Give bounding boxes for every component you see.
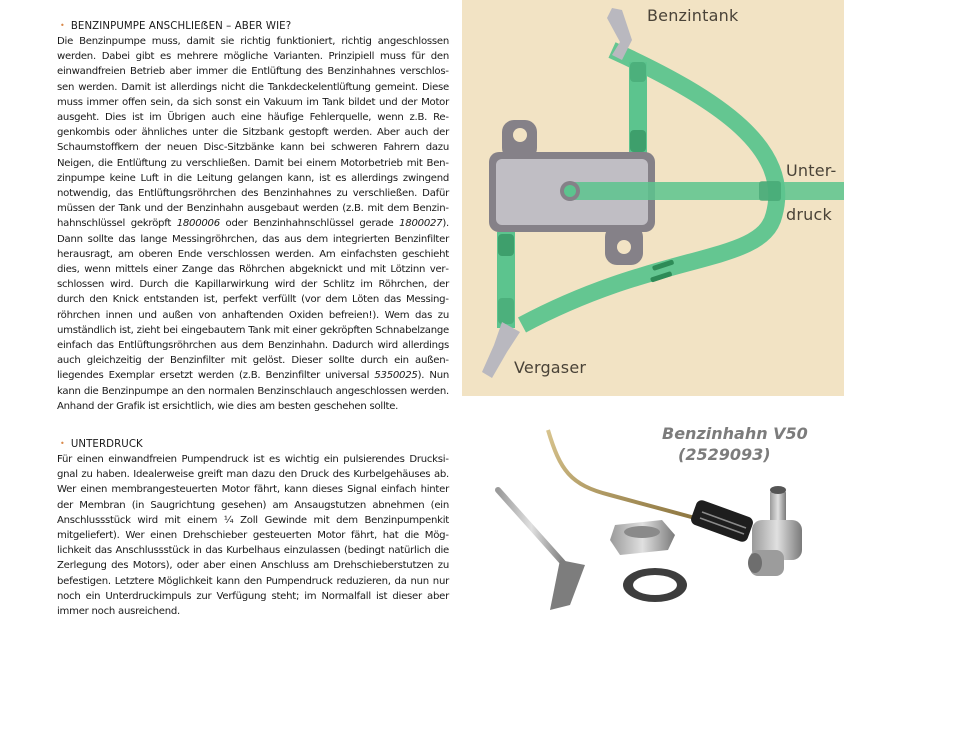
tap-key-shaft — [498, 490, 565, 565]
tap-body — [748, 486, 802, 576]
label-vacuum-line2: druck — [786, 205, 832, 224]
section-fuel-pump-connection — [57, 20, 449, 414]
vacuum-hose — [570, 182, 844, 200]
photo-caption-title: Benzinhahn V50 — [662, 424, 808, 443]
part-number: 1800006 — [176, 218, 220, 230]
diagram-graphic — [462, 0, 844, 396]
fuel-tap-illustration — [470, 410, 850, 630]
hose-clamp — [630, 130, 646, 152]
bullet-icon: • — [60, 439, 65, 448]
section-body — [57, 34, 449, 414]
section-heading — [60, 20, 449, 34]
brass-tube — [548, 430, 695, 518]
body-text: oder Benzinhahnschlüssel gerade — [219, 218, 400, 230]
fuel-pump-diagram — [462, 0, 844, 396]
body-text: ). Nun kann die Benzinpumpe an den normalen Benzinschlauch angeschlossen werden. Anhand der Grafik ist ersichtlich, wie dies am besten geschehen sollte. — [57, 370, 449, 412]
photo-caption-part-number: (2529093) — [678, 445, 771, 464]
tap-key-handle — [550, 560, 585, 610]
hose-clamp — [630, 62, 646, 82]
label-vacuum-line1: Unter- — [786, 161, 837, 180]
section-vacuum — [57, 438, 449, 619]
heading-text: BENZINPUMPE ANSCHLIEẞEN – ABER WIE? — [70, 21, 292, 32]
part-number: 5350025 — [374, 370, 418, 382]
heading-text: UNTERDRUCK — [70, 439, 143, 450]
bullet-icon: • — [60, 21, 65, 30]
part-number: 1800027 — [399, 218, 443, 230]
section-body: Für einen einwandfreien Pumpendruck ist es wichtig ein pulsierendes Drucksignal zu haben. Idealerweise greift man dazu den Druck des Kurbelgehäuses ab. Wer einen membrangesteuerten Motor fährt, kann dieses Signal einfach hinter der Membran (in Saugrichtung gesehen) am Ansaugstutzen abnehmen (ein Anschlussstück wird mit einem ¼ Zoll Gewinde mit dem Benzinpumpenkit mitgeliefert). Wer einen Drehschieber gesteuerten Motor fährt, hat die Möglichkeit das Anschlussstück in das Kurbelhaus einzulassen (bedingt natürlich die Zerlegung des Motors), oder aber einen Anschluss am Drehschieberstutzen zu befestigen. Letztere Möglichkeit kann den Pumpendruck reduzieren, da nun nur noch ein Unterdruckimpuls zur Verfügung steht; im Normalfall ist dieser aber immer noch ausreichend. — [57, 454, 449, 618]
label-carburetor: Vergaser — [514, 358, 587, 377]
fuel-filter — [689, 499, 754, 544]
fuel-tap-photo — [470, 410, 850, 630]
hose-junction — [759, 181, 781, 201]
label-tank: Benzintank — [647, 6, 739, 25]
body-text: ). Dann sollte das lange Messingröhrchen, das aus dem integrierten Benzinfilter herausragt, am oberen Ende verschlossen werden. Am einfachsten geschieht dies, wenn mittels einer Zange das Röhrchen abgeknickt und mit Lötzinn verschlossen wird. Durch die Kapillarwirkung wird der Schlitz im Röhrchen, der durch den Knick entstanden ist, perfekt verfüllt (vor dem Löten das Messingröhrchen innen und außen von anhaftenden Oxiden befreien!). Wem das zu umständlich ist, zieht bei eingebautem Tank mit einer gekröpften Schnabelzange einfach das Entlüftungsröhrchen aus dem Benzinhahn. Dadurch wird allerdings auch gleichzeitig der Benzinfilter mit gelöst. Dieser sollte durch ein außenliegendes Exemplar ersetzt werden (z.B. Benzinfilter universal — [57, 218, 449, 382]
body-text: Die Benzinpumpe muss, damit sie richtig funktioniert, richtig angeschlossen werden. Dabei gibt es mehrere mögliche Varianten. Prinzipiell muss für den einwandfreien Betrieb aber immer die Entlüftung des Benzinhahnes verschlossen werden. Damit ist allerdings nicht die Tankdeckelentlüftung gemeint. Diese muss immer offen sein, da sich sonst ein Vakuum im Tank bildet und der Motor ausgeht. Dies ist im Übrigen auch eine häufige Fehlerquelle, wenn z.B. Regenkombis oder ähnliches unter die Sitzbank gestopft werden. Aber auch der Schaumstoffkern der neuen Disc-Sitzbänke kann bei schweren Fahrern dazu Neigen, die Entlüftung zu verschließen. Damit bei einem Motorbetrieb mit Benzinpumpe keine Luft in die Leitung gelangen kann, ist es allerdings zwingend notwendig, das Entlüftungsröhrchen des Benzinhahnes zu verschließen. Dafür müssen der Tank und der Benzinhahn ausgebaut werden (z.B. mit dem Benzinhahnschlüssel gekröpft — [57, 36, 449, 230]
hose-clamp — [498, 234, 514, 256]
hose-clamp — [498, 298, 514, 324]
section-heading — [60, 438, 449, 452]
